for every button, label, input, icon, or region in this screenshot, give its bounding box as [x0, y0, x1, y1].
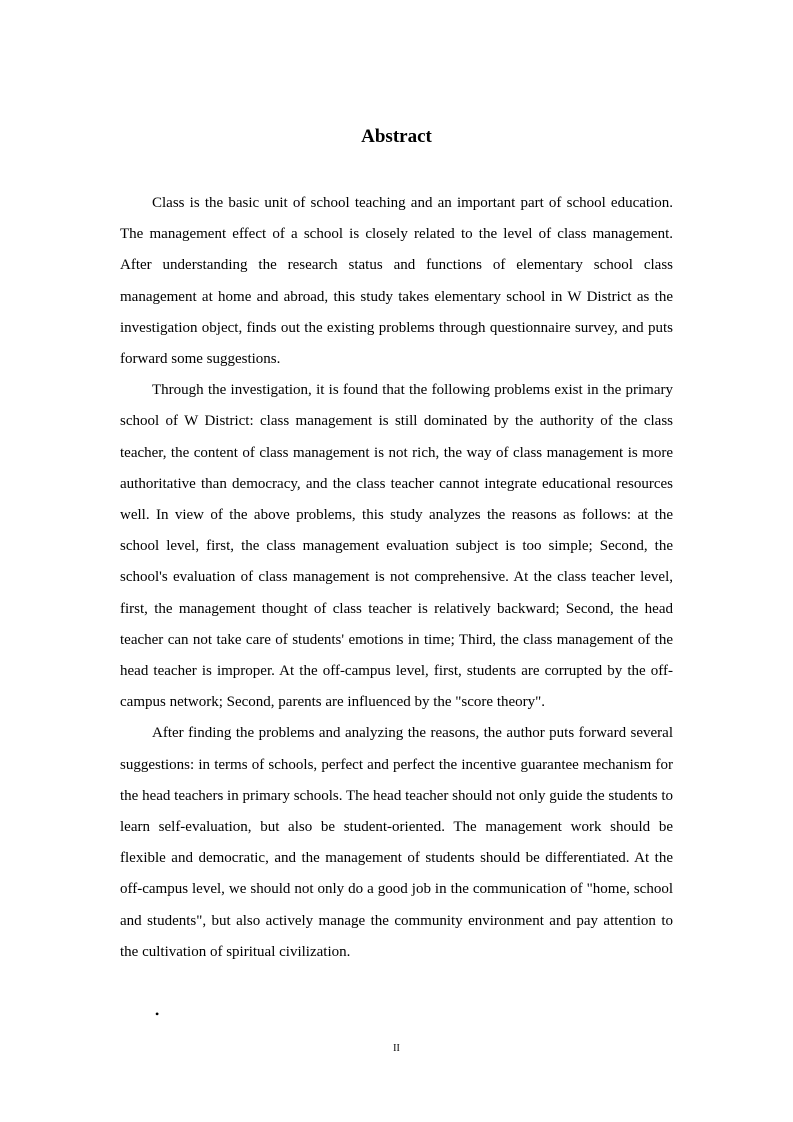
abstract-paragraph-2: Through the investigation, it is found that the following problems exist in the primary school of W District: class management is still dominated by the authority of the class teacher, the content of class management is not rich, the way of class management is more authoritative than democracy, and the class teacher cannot integrate educational resources well. In view of the above problems, this study analyzes the reasons as follows: at the school level, first, the class management evaluation subject is too simple; Second, the school's evaluation of class management is not comprehensive. At the class teacher level, first, the management thought of class teacher is relatively backward; Second, the head teacher can not take care of students' emotions in time; Third, the class management of the head teacher is improper. At the off-campus level, first, students are corrupted by the off-campus network; Second, parents are influenced by the "score theory".: [120, 382, 673, 711]
bullet-mark: •: [155, 1007, 160, 1021]
abstract-title: Abstract: [361, 126, 432, 147]
abstract-paragraph-1: Class is the basic unit of school teaching and an important part of school education. The management effect of a school is closely related to the level of class management. After understanding the research status and functions of elementary school class management at home and abroad, this study takes elementary school in W District as the investigation object, finds out the existing problems through questionnaire survey, and puts forward some suggestions.: [120, 195, 673, 368]
abstract-body: [120, 188, 673, 968]
abstract-paragraph-3: After finding the problems and analyzing the reasons, the author puts forward several suggestions: in terms of schools, perfect and perfect the incentive guarantee mechanism for the head teachers in primary schools. The head teacher should not only guide the students to learn self-evaluation, but also be student-oriented. The management work should be flexible and democratic, and the management of students should be differentiated. At the off-campus level, we should not only do a good job in the communication of "home, school and students", but also actively manage the community environment and pay attention to the cultivation of spiritual civilization.: [120, 725, 673, 960]
page-number: II: [393, 1043, 400, 1054]
